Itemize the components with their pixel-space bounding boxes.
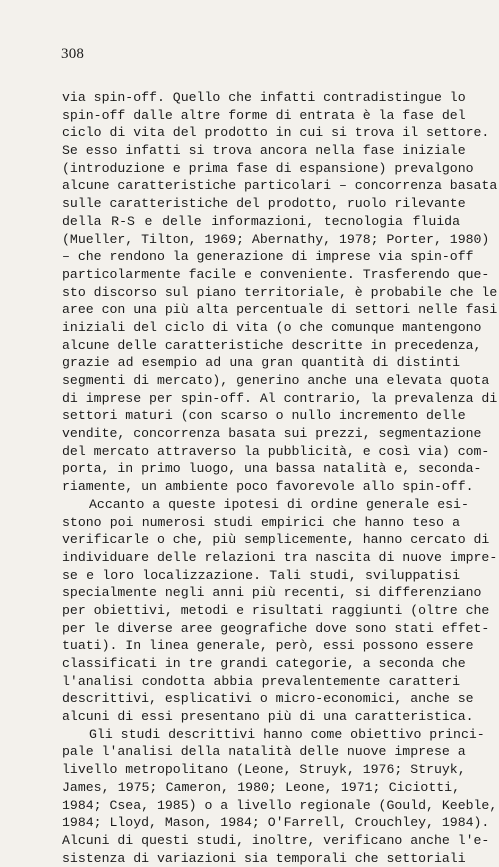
paragraph-first-line: Gli studi descrittivi hanno come obiettivo princi-: [89, 726, 485, 742]
text-line: ciclo di vita del prodotto in cui si trova il settore.: [62, 125, 490, 141]
text-line: 1984; Csea, 1985) o a livello regionale (Gould, Keeble,: [62, 797, 498, 813]
text-line: (Mueller, Tilton, 1969; Abernathy, 1978; Porter, 1980): [62, 231, 490, 247]
text-line: sistenza di variazioni sia temporali che settoriali: [62, 850, 466, 866]
page-number: 308: [61, 46, 85, 62]
text-line: vendite, concorrenza basata sui prezzi, segmentazione: [62, 426, 482, 442]
paragraph-first-line: Accanto a queste ipotesi di ordine generale esi-: [89, 496, 469, 512]
text-line: particolarmente facile e conveniente. Trasferendo que-: [62, 266, 490, 282]
text-line: individuare delle relazioni tra nascita di nuove impre-: [62, 549, 498, 565]
text-line: settori maturi (con scarso o nullo incremento delle: [62, 408, 466, 424]
text-line: 1984; Lloyd, Mason, 1984; O'Farrell, Crouchley, 1984).: [62, 815, 490, 831]
text-line: alcune caratteristiche particolari – concorrenza basata: [62, 178, 498, 194]
text-line: riamente, un ambiente poco favorevole allo spin-off.: [62, 479, 474, 495]
text-line: via spin-off. Quello che infatti contradistingue lo: [62, 90, 466, 105]
text-line: alcune delle caratteristiche descritte in precedenza,: [62, 337, 482, 353]
text-line: descrittivi, esplicativi o micro-economici, anche se: [62, 691, 474, 707]
text-line: sulle caratteristiche del prodotto, ruolo rilevante: [62, 196, 466, 212]
text-line: (introduzione e prima fase di espansione) prevalgono: [62, 160, 474, 176]
text-line: l'analisi condotta abbia prevalentemente caratteri: [62, 673, 460, 689]
text-line: porta, in primo luogo, una bassa natalità e, seconda-: [62, 461, 482, 477]
text-line: se e loro localizzazione. Tali studi, sviluppatisi: [62, 567, 460, 583]
text-line: James, 1975; Cameron, 1980; Leone, 1971; Ciciotti,: [62, 779, 460, 795]
text-line: alcuni di essi presentano più di una caratteristica.: [62, 709, 474, 725]
text-line: aree con una più alta percentuale di settori nelle fasi: [62, 302, 498, 318]
text-line: sto discorso sul piano territoriale, è probabile che le: [62, 284, 498, 300]
text-line: livello metropolitano (Leone, Struyk, 1976; Struyk,: [62, 762, 466, 778]
text-line: Alcuni di questi studi, inoltre, verificano anche l'e-: [62, 832, 490, 848]
text-line: pale l'analisi della natalità delle nuove imprese a: [62, 744, 466, 760]
text-line: verificarle o che, più semplicemente, hanno cercato di: [62, 532, 490, 548]
text-line: per obiettivi, metodi e risultati raggiunti (oltre che: [62, 602, 490, 618]
text-line: spin-off dalle altre forme di entrata è la fase del: [62, 107, 466, 123]
text-line: tuati). In linea generale, però, essi possono essere: [62, 638, 474, 654]
text-line: iniziali del ciclo di vita (o che comunque mantengono: [62, 319, 482, 335]
text-line: per le diverse aree geografiche dove sono stati effet-: [62, 620, 490, 636]
text-line: specialmente negli anni più recenti, si differenziano: [62, 585, 482, 601]
text-line: classificati in tre grandi categorie, a seconda che: [62, 656, 466, 671]
text-line: della R-S e delle informazioni, tecnologia fluida: [62, 213, 460, 229]
text-line: grazie ad esempio ad una gran quantità di distinti: [62, 355, 460, 371]
text-line: – che rendono la generazione di imprese via spin-off: [62, 249, 474, 265]
text-line: di imprese per spin-off. Al contrario, la prevalenza di: [62, 390, 498, 406]
text-line: del mercato attraverso la pubblicità, e così via) com-: [62, 443, 490, 459]
text-line: segmenti di mercato), generino anche una elevata quota: [62, 373, 490, 388]
text-line: stono poi numerosi studi empirici che hanno teso a: [62, 514, 460, 530]
body-text: [62, 89, 498, 867]
text-line: Se esso infatti si trova ancora nella fase iniziale: [62, 143, 466, 159]
